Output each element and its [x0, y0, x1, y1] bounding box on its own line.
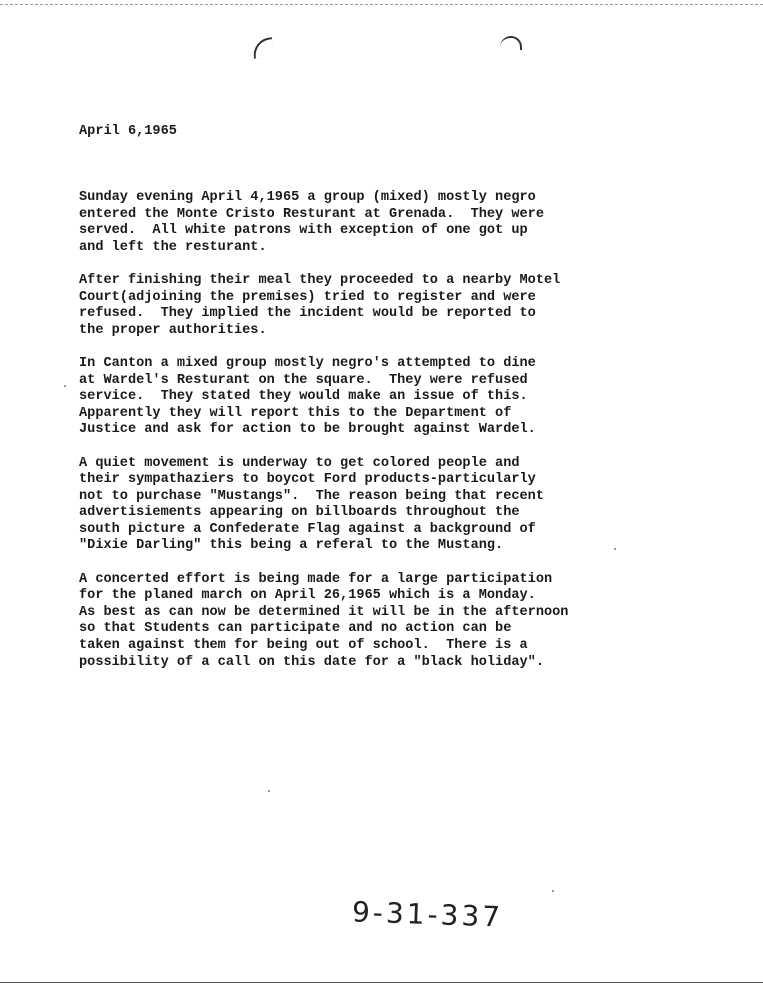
text-line: "Dixie Darling" this being a referal to the Mustang. — [79, 538, 504, 554]
document-date: April 6,1965 — [79, 124, 177, 139]
top-perforation-line — [0, 4, 763, 5]
text-line: A quiet movement is underway to get colored people and — [79, 455, 520, 471]
text-line: for the planed march on April 26,1965 which is a Monday. — [79, 588, 536, 604]
text-line: taken against them for being out of school. There is a — [79, 638, 528, 654]
scan-speck — [614, 548, 616, 550]
bottom-edge-line — [0, 982, 763, 983]
text-line: and left the resturant. — [79, 239, 267, 255]
text-line: After finishing their meal they proceeded to a nearby Motel — [79, 272, 561, 288]
text-line: not to purchase "Mustangs". The reason being that recent — [79, 488, 544, 504]
text-line: the proper authorities. — [79, 322, 267, 338]
handwritten-file-number: 9-31-337 — [351, 895, 504, 934]
text-line: possibility of a call on this date for a "black holiday". — [79, 654, 544, 670]
paragraph-5 — [79, 572, 639, 672]
text-line: Justice and ask for action to be brought against Wardel. — [79, 422, 536, 438]
text-line: served. All white patrons with exception of one got up — [79, 223, 528, 239]
scan-speck — [64, 385, 66, 387]
text-line: at Wardel's Resturant on the square. They were refused — [79, 372, 528, 388]
punch-hole-mark-right — [500, 36, 522, 50]
text-line: As best as can now be determined it will be in the afternoon — [79, 604, 569, 620]
text-line: south picture a Confederate Flag against a background of — [79, 521, 536, 537]
paragraph-1 — [79, 190, 639, 256]
text-line: Court(adjoining the premises) tried to register and were — [79, 289, 536, 305]
text-line: their sympathaziers to boycot Ford products-particularly — [79, 472, 536, 488]
text-line: In Canton a mixed group mostly negro's attempted to dine — [79, 355, 536, 371]
paragraph-3 — [79, 356, 639, 439]
document-body — [79, 190, 639, 688]
text-line: Apparently they will report this to the Department of — [79, 405, 512, 421]
text-line: entered the Monte Cristo Resturant at Grenada. They were — [79, 206, 544, 222]
scan-speck — [552, 890, 554, 892]
scan-speck — [268, 790, 270, 792]
text-line: service. They stated they would make an issue of this. — [79, 389, 528, 405]
text-line: so that Students can participate and no action can be — [79, 621, 512, 637]
paragraph-4 — [79, 456, 639, 556]
text-line: Sunday evening April 4,1965 a group (mixed) mostly negro — [79, 190, 536, 205]
text-line: refused. They implied the incident would be reported to — [79, 306, 536, 322]
text-line: advertisiements appearing on billboards throughout the — [79, 505, 520, 521]
paragraph-2 — [79, 273, 639, 339]
text-line: A concerted effort is being made for a large participation — [79, 571, 553, 587]
punch-hole-mark-left — [252, 37, 274, 59]
